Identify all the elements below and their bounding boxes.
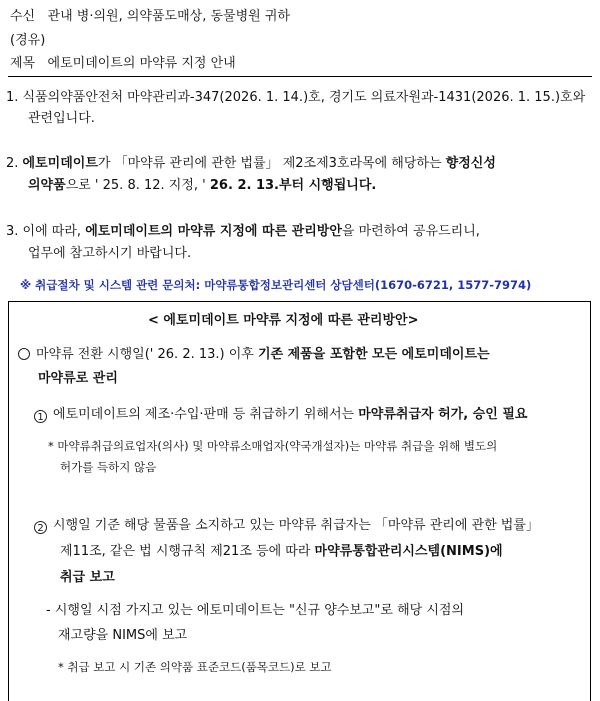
recipient-line [10, 9, 290, 25]
item2-line1 [6, 156, 496, 172]
sub2-line1 [34, 518, 539, 534]
subject-line [10, 56, 236, 72]
circled-number-2-icon: 2 [34, 521, 47, 534]
item3-number: 3. [6, 224, 19, 239]
subject-label: 제목 [10, 56, 36, 71]
box-main-bold1: 기존 제품을 포함한 모든 에토미데이트는 [257, 347, 490, 362]
box-main-line1 [18, 347, 490, 363]
sub2-dash2: 재고량을 NIMS에 보고 [58, 628, 188, 643]
item1-line1 [6, 90, 585, 106]
contact-note: ※ 취급절차 및 시스템 관련 문의처: 마약류통합정보관리센터 상담센터(1670-6721, 1577-7974) [20, 278, 532, 292]
recipient-label: 수신 [10, 9, 36, 24]
item1-number: 1. [6, 90, 19, 105]
via-line: (경유) [10, 33, 46, 48]
sub1-note1: * 마약류취급의료업자(의사) 및 마약류소매업자(약국개설자)는 마약류 취급을 위해 별도의 [48, 439, 498, 453]
circled-number-1-icon: 1 [34, 410, 47, 423]
sub2-dash1: - 시행일 시점 가지고 있는 에토미데이트는 "신규 양수보고"로 해당 시점의 [46, 603, 465, 618]
subject-text: 에토미데이트의 마약류 지정 안내 [47, 56, 236, 71]
item2-bold-b: 의약품 [28, 178, 66, 193]
item3-text-a2: 을 마련하여 공유드리니, [341, 224, 480, 239]
item3-line1 [6, 224, 480, 240]
sub1-text: 에토미데이트의 제조·수입·판매 등 취급하기 위해서는 [53, 407, 355, 422]
box-main-line2: 마약류로 관리 [38, 371, 118, 386]
sub2-line2 [60, 544, 503, 560]
item2-bold-b2: 26. 2. 13.부터 시행됩니다. [209, 178, 377, 193]
sub2-text1: 시행일 기준 해당 물품을 소지하고 있는 마약류 취급자는 「마약류 관리에 관한 법률」 [53, 518, 539, 533]
item1-line2: 관련입니다. [28, 111, 95, 126]
box-main-text: 마약류 전환 시행일(' 26. 2. 13.) 이후 [36, 347, 254, 362]
item1-text1: 식품의약품안전처 마약관리과-347(2026. 1. 14.)호, 경기도 의료자원과-1431(2026. 1. 15.)호와 [22, 90, 586, 105]
sub1-bold: 마약류취급자 허가, 승인 필요 [358, 407, 528, 422]
sub1-note2: 허가를 득하지 않음 [60, 460, 157, 474]
hollow-circle-bullet-icon [18, 348, 30, 360]
item2-text-a: 가 「마약류 관리에 관한 법률」 제2조제3호라목에 해당하는 [97, 156, 442, 171]
item2-bold-a: 에토미데이트 [22, 156, 98, 171]
sub2-bold2: 마약류통합관리시스템(NIMS)에 [314, 544, 503, 559]
sub2-line3: 취급 보고 [60, 570, 115, 585]
item3-bold-a: 에토미데이트의 마약류 지정에 따른 관리방안 [85, 224, 342, 239]
sub1-line1 [34, 407, 527, 423]
item3-text-a1: 이에 따라, [22, 224, 82, 239]
sub2-text2: 제11조, 같은 법 시행규칙 제21조 등에 따라 [60, 544, 311, 559]
item2-number: 2. [6, 156, 19, 171]
recipient-text: 관내 병·의원, 의약품도매상, 동물병원 귀하 [47, 9, 290, 24]
sub2-note: * 취급 보고 시 기존 의약품 표준코드(품목코드)로 보고 [58, 660, 332, 674]
item2-line2 [28, 178, 376, 194]
box-title: < 에토미데이트 마약류 지정에 따른 관리방안> [148, 313, 419, 328]
item3-line2: 업무에 참고하시기 바랍니다. [28, 246, 192, 261]
item2-bold-a2: 향정신성 [445, 156, 496, 171]
item2-text-b: 으로 ' 25. 8. 12. 지정, ' [65, 178, 206, 193]
header-divider [8, 76, 592, 77]
